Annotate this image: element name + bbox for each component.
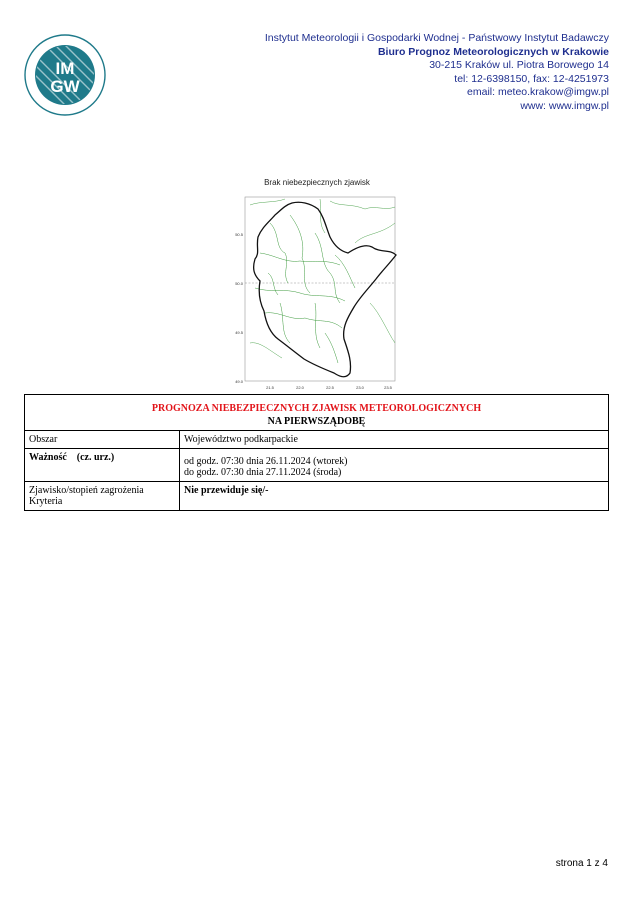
y-tick-label: 49.0: [235, 379, 243, 384]
validity-from: od godz. 07:30 dnia 26.11.2024 (wtorek): [184, 456, 348, 467]
y-tick-label: 50.0: [235, 281, 243, 286]
table-row: [25, 482, 609, 511]
address: 30-215 Kraków ul. Piotra Borowego 14: [429, 59, 609, 72]
logo-text-im: IM: [55, 59, 75, 78]
map-title: Brak niebezpiecznych zjawisk: [264, 178, 370, 187]
x-tick-label: 22.5: [326, 385, 334, 390]
table-title-row: [25, 395, 609, 431]
x-tick-label: 22.0: [296, 385, 304, 390]
table-title: [25, 395, 609, 431]
phenomenon-label-line1: Zjawisko/stopień zagrożenia: [29, 485, 144, 496]
logo-text-gw: GW: [50, 77, 80, 96]
warning-map: [230, 193, 400, 391]
table-row: [25, 431, 609, 449]
area-label: Obszar: [25, 431, 180, 449]
imgw-logo: [24, 34, 106, 116]
validity-value: [180, 449, 609, 482]
office-name: Biuro Prognoz Meteorologicznych w Krakowie: [377, 45, 609, 58]
phenomenon-label: [25, 482, 180, 511]
forecast-table: [24, 394, 609, 511]
x-tick-label: 23.5: [384, 385, 392, 390]
table-row: [25, 449, 609, 482]
phone-fax: tel: 12-6398150, fax: 12-4251973: [454, 72, 609, 85]
page-number: strona 1 z 4: [555, 858, 608, 869]
validity-to: do godz. 07:30 dnia 27.11.2024 (środa): [184, 467, 342, 478]
x-tick-label: 23.0: [356, 385, 364, 390]
email: email: meteo.krakow@imgw.pl: [467, 86, 609, 99]
y-tick-label: 50.5: [235, 232, 243, 237]
x-tick-label: 21.5: [266, 385, 274, 390]
institute-header: [265, 32, 609, 114]
forecast-subtitle: NA PIERWSZĄDOBĘ: [267, 416, 366, 427]
phenomenon-value: Nie przewiduje się/-: [180, 482, 609, 511]
validity-label: Ważność (cz. urz.): [25, 449, 180, 482]
institute-name: Instytut Meteorologii i Gospodarki Wodnej - Państwowy Instytut Badawczy: [264, 32, 609, 44]
forecast-title: PROGNOZA NIEBEZPIECZNYCH ZJAWISK METEOROLOGICZNYCH: [151, 403, 482, 414]
website: www: www.imgw.pl: [520, 99, 609, 112]
y-tick-label: 49.5: [235, 330, 243, 335]
area-value: Województwo podkarpackie: [180, 431, 609, 449]
phenomenon-label-line2: Kryteria: [29, 496, 63, 507]
